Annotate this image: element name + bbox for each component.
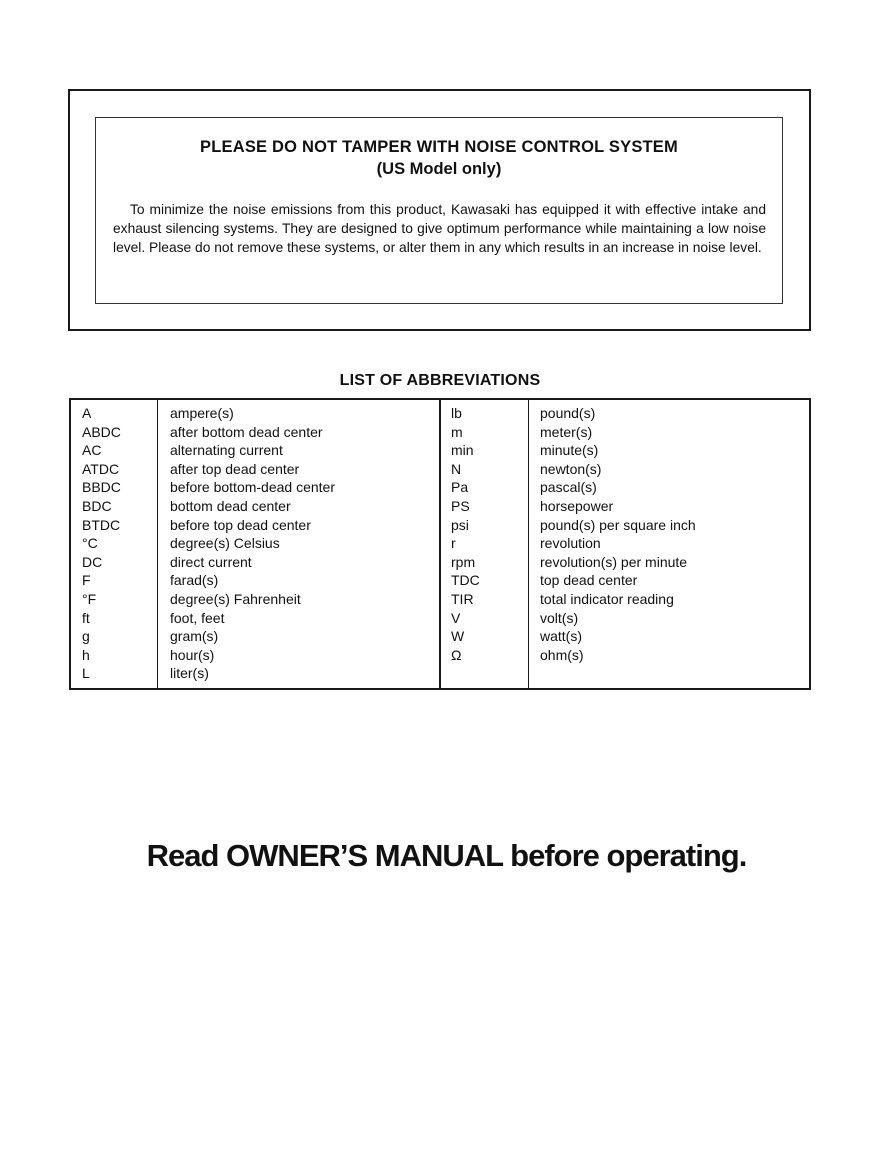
abbreviation-meaning: degree(s) Celsius [170, 535, 280, 552]
abbreviation-meaning: after top dead center [170, 460, 300, 477]
column-divider [157, 400, 158, 688]
abbreviation-meaning: hour(s) [170, 646, 215, 663]
abbreviation-meaning: after bottom dead center [170, 423, 323, 440]
abbreviation-meaning: bottom dead center [170, 497, 291, 514]
abbreviation-meaning: foot, feet [170, 609, 225, 626]
abbreviation: ABDC [82, 423, 121, 440]
abbreviation-meaning: degree(s) Fahrenheit [170, 590, 301, 607]
abbreviation: F [82, 572, 91, 589]
abbreviation-meaning: direct current [170, 553, 252, 570]
abbreviation: psi [451, 516, 469, 533]
left-abbr-column [82, 404, 121, 683]
abbreviation-meaning: liter(s) [170, 665, 209, 682]
abbreviation: N [451, 460, 462, 477]
abbreviation-meaning: watt(s) [540, 628, 582, 645]
abbreviation: BBDC [82, 479, 121, 496]
abbreviation: L [82, 665, 90, 682]
abbreviation: rpm [451, 553, 476, 570]
abbreviations-table [69, 398, 811, 690]
abbreviation: m [451, 423, 463, 440]
abbreviation-meaning: farad(s) [170, 572, 219, 589]
abbreviations-title: LIST OF ABBREVIATIONS [339, 372, 541, 389]
abbreviation-meaning: volt(s) [540, 609, 579, 626]
column-divider [528, 400, 529, 688]
abbreviation: ATDC [82, 460, 120, 477]
abbreviation-meaning: pound(s) per square inch [540, 516, 696, 533]
notice-body: To minimize the noise emissions from this product, Kawasaki has equipped it with effective intake and exhaust silencing systems. They are designed to give optimum performance while maintaining a low noise level. Please do not remove these systems, or alter them in any which results in an increase in noise level. [113, 202, 766, 255]
abbreviation: BDC [82, 497, 112, 514]
abbreviation: Ω [451, 646, 462, 663]
abbreviation: AC [82, 442, 102, 459]
abbreviation: TIR [451, 590, 474, 607]
abbreviation-meaning: horsepower [540, 497, 614, 514]
left-meaning-column [170, 404, 335, 683]
abbreviation: TDC [451, 572, 480, 589]
abbreviation-meaning: top dead center [540, 572, 638, 589]
abbreviation-meaning: ohm(s) [540, 646, 584, 663]
abbreviation: min [451, 442, 474, 459]
abbreviation: A [82, 405, 92, 421]
notice-title: PLEASE DO NOT TAMPER WITH NOISE CONTROL SYSTEM [200, 138, 678, 156]
abbreviation-meaning: meter(s) [540, 423, 593, 440]
right-abbr-column [451, 404, 480, 664]
abbreviation: r [451, 535, 456, 552]
abbreviation-meaning: before bottom-dead center [170, 479, 335, 496]
abbreviation-meaning: pound(s) [540, 405, 596, 421]
abbreviation-meaning: before top dead center [170, 516, 311, 533]
abbreviation: h [82, 646, 90, 663]
abbreviation-meaning: pascal(s) [540, 479, 597, 496]
read-manual-notice: Read OWNER’S MANUAL before operating. [146, 838, 747, 873]
abbreviation: Pa [451, 479, 469, 496]
noise-control-notice [68, 89, 811, 331]
abbreviation-meaning: minute(s) [540, 442, 599, 459]
abbreviation: °C [82, 535, 98, 552]
abbreviation-meaning: revolution [540, 535, 601, 552]
abbreviation-meaning: newton(s) [540, 460, 602, 477]
abbreviation: DC [82, 553, 103, 570]
notice-subtitle: (US Model only) [376, 160, 502, 178]
abbreviation-meaning: revolution(s) per minute [540, 553, 688, 570]
notice-inner-box [95, 117, 783, 304]
right-meaning-column [540, 404, 696, 664]
abbreviation: W [451, 628, 465, 645]
abbreviation: V [451, 609, 461, 626]
column-divider-center [439, 400, 441, 688]
abbreviation-meaning: total indicator reading [540, 590, 674, 607]
abbreviation-meaning: ampere(s) [170, 405, 234, 421]
abbreviation: g [82, 628, 90, 645]
abbreviation: ft [82, 609, 90, 626]
abbreviation-meaning: gram(s) [170, 628, 219, 645]
abbreviation-meaning: alternating current [170, 442, 283, 459]
abbreviation: BTDC [82, 516, 121, 533]
abbreviation: °F [82, 590, 97, 607]
abbreviation: PS [451, 497, 470, 514]
abbreviation: lb [451, 405, 462, 421]
